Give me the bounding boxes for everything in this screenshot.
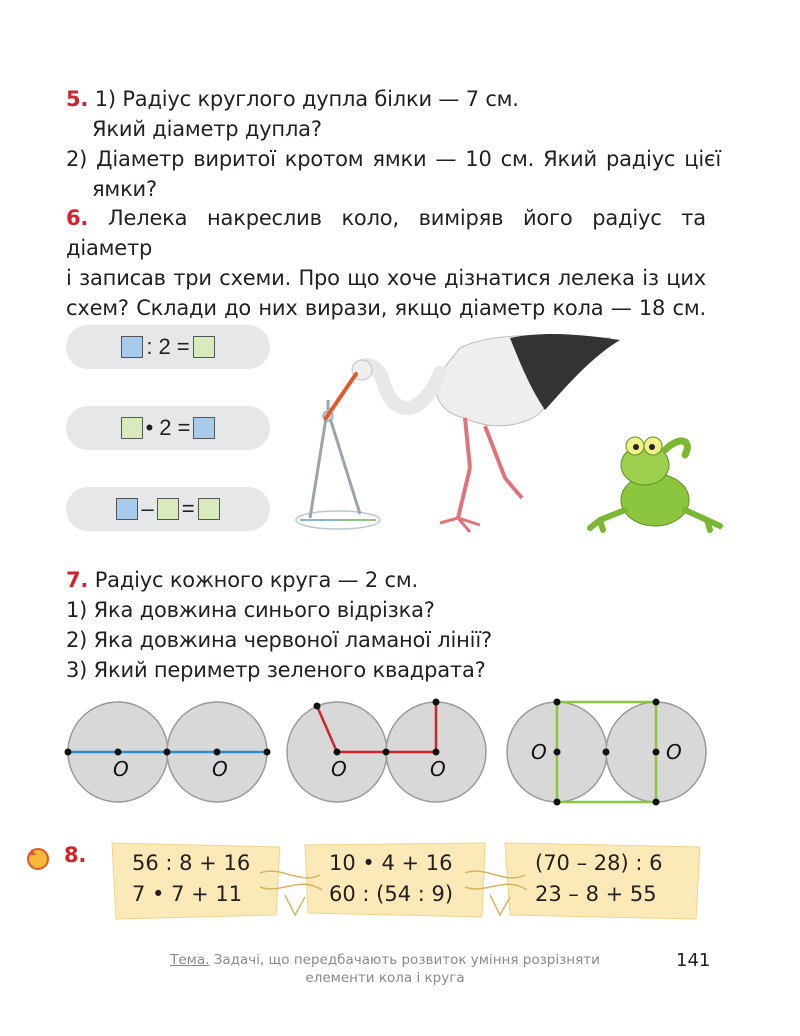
svg-text:O: O [331, 757, 347, 781]
task-7-number: 7. [66, 568, 89, 592]
topic-label: Тема. [170, 952, 210, 968]
expression-card-1 [132, 848, 250, 910]
task-7-line-2: 1) Яка довжина синього відрізка? [66, 598, 435, 622]
green-box [198, 498, 220, 520]
task-5 [66, 84, 721, 204]
task-6-number: 6. [66, 206, 89, 230]
task-6-line-1: 6. Лелека накреслив коло, виміряв його радіус та діаметр [66, 206, 706, 260]
task-5-line-4: ямки? [92, 177, 157, 201]
task-7-line-3: 2) Яка довжина червоної ламаної лінії? [66, 628, 492, 652]
task-5-number: 5. [66, 87, 89, 111]
expression-card-3 [535, 848, 662, 910]
svg-text:O: O [430, 757, 446, 781]
expression: 7 • 7 + 11 [132, 882, 243, 906]
diagram-green-square [507, 699, 706, 806]
svg-text:O: O [531, 740, 547, 764]
task-5-line-2: Який діаметр дупла? [92, 117, 322, 141]
task-6-line-2: і записав три схеми. Про що хоче дізнатися лелека із цих [66, 266, 706, 290]
task-6 [66, 203, 706, 323]
topic-line-2: елементи кола і круга [305, 970, 465, 986]
blue-box [121, 336, 143, 358]
green-box [121, 417, 143, 439]
expression-card-2 [329, 848, 453, 910]
green-box [193, 336, 215, 358]
blue-box [193, 417, 215, 439]
task-8-number: 8. [64, 843, 87, 867]
repeat-arrows-icon [24, 845, 52, 873]
circle-diagrams [0, 690, 800, 820]
expression: 60 : (54 : 9) [329, 882, 454, 906]
page-footer [130, 951, 640, 987]
expression: 56 : 8 + 16 [132, 851, 251, 875]
scheme-3: – = [66, 487, 270, 531]
stork-illustration [290, 318, 620, 548]
diagram-red-polyline [287, 699, 486, 803]
green-box [157, 498, 179, 520]
topic-text: Задачі, що передбачають розвиток уміння розрізняти [209, 952, 600, 968]
compass-icon [296, 400, 380, 529]
svg-text:O: O [666, 740, 682, 764]
expression: 23 – 8 + 55 [535, 882, 657, 906]
scheme-1: : 2 = [66, 325, 270, 369]
task-7-line-4: 3) Який периметр зеленого квадрата? [66, 658, 486, 682]
task-5-line-1: 5. 1) Радіус круглого дупла білки — 7 см. [66, 87, 519, 111]
task-7 [66, 565, 626, 685]
expression: (70 – 28) : 6 [535, 851, 663, 875]
scheme-2: • 2 = [66, 406, 270, 450]
page-number: 141 [676, 950, 711, 971]
expression: 10 • 4 + 16 [329, 851, 453, 875]
task-7-line-1: 7. Радіус кожного круга — 2 см. [66, 568, 419, 592]
task-6-line-3: схем? Склади до них вирази, якщо діаметр кола — 18 см. [66, 296, 706, 320]
diagram-blue-segment [65, 702, 271, 802]
frog-icon [590, 437, 720, 530]
frog-illustration [585, 430, 725, 535]
blue-box [116, 498, 138, 520]
svg-text:O: O [113, 757, 129, 781]
svg-text:O: O [212, 757, 228, 781]
task-5-line-3: 2) Діаметр виритої кротом ямки — 10 см. Який радіус цієї [66, 147, 721, 171]
stork-icon [326, 334, 620, 532]
